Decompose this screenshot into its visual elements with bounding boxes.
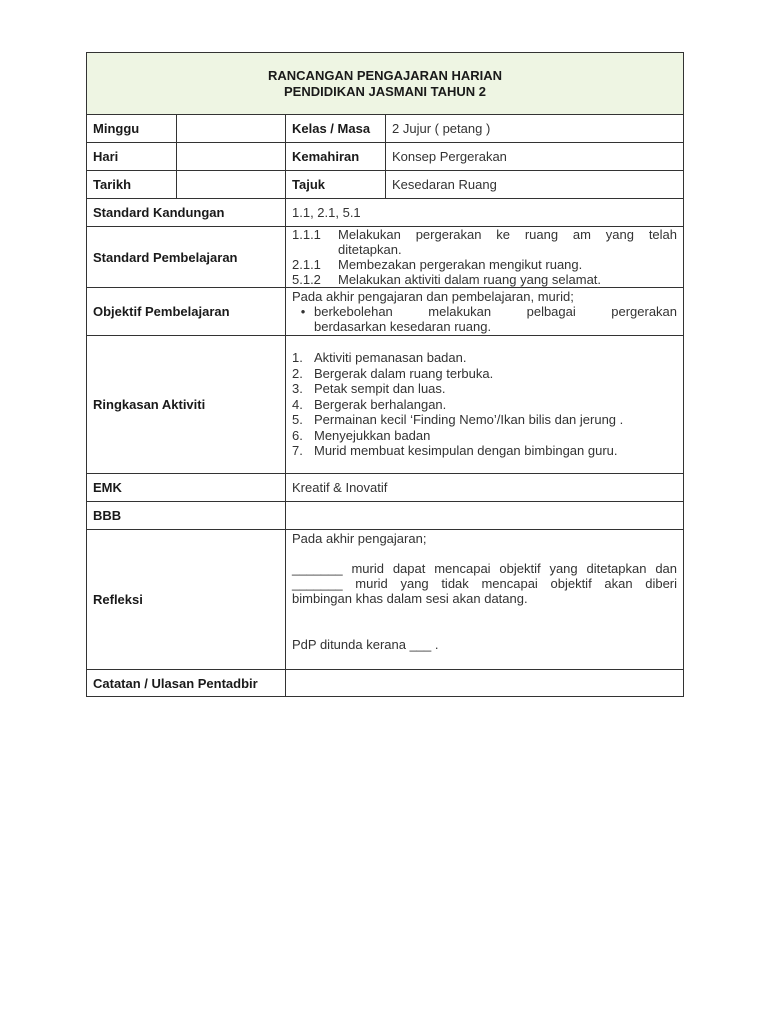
lesson-plan-table bbox=[86, 52, 684, 697]
sp-item-continuation: ditetapkan. bbox=[338, 242, 402, 257]
sp-item bbox=[292, 227, 677, 242]
kemahiran-value[interactable]: Konsep Pergerakan bbox=[386, 143, 684, 171]
catatan-value[interactable] bbox=[286, 670, 684, 697]
emk-label: EMK bbox=[87, 474, 286, 502]
sp-item-number: 1.1.1 bbox=[292, 227, 321, 242]
title-line-1: RANCANGAN PENGAJARAN HARIAN bbox=[268, 67, 503, 83]
objektif-bullet-line-2: berdasarkan kesedaran ruang. bbox=[314, 319, 492, 334]
title-line-2: PENDIDIKAN JASMANI TAHUN 2 bbox=[284, 83, 486, 99]
objektif-bullet-item bbox=[292, 304, 677, 334]
sp-item-text: Membezakan pergerakan mengikut ruang. bbox=[338, 257, 583, 272]
minggu-label: Minggu bbox=[87, 115, 177, 143]
tarikh-value[interactable] bbox=[177, 171, 286, 199]
tarikh-label: Tarikh bbox=[87, 171, 177, 199]
sp-item-number: 5.1.2 bbox=[292, 272, 321, 287]
standard-kandungan-value[interactable]: 1.1, 2.1, 5.1 bbox=[286, 199, 684, 227]
sp-item-number: 2.1.1 bbox=[292, 257, 321, 272]
objektif-value[interactable] bbox=[286, 288, 684, 336]
sp-item bbox=[292, 272, 677, 287]
list-item: 3. Petak sempit dan luas. bbox=[292, 381, 446, 397]
activity-list bbox=[292, 350, 677, 459]
bullet-icon: • bbox=[300, 304, 306, 319]
sp-item bbox=[292, 257, 677, 272]
objektif-label: Objektif Pembelajaran bbox=[87, 288, 286, 336]
kelas-label: Kelas / Masa bbox=[286, 115, 386, 143]
kelas-value[interactable]: 2 Jujur ( petang ) bbox=[386, 115, 684, 143]
hari-value[interactable] bbox=[177, 143, 286, 171]
sp-item-text: Melakukan pergerakan ke ruang am yang telah bbox=[338, 227, 678, 242]
sp-item-text: Melakukan aktiviti dalam ruang yang selamat. bbox=[338, 272, 602, 287]
emk-value[interactable]: Kreatif & Inovatif bbox=[286, 474, 684, 502]
catatan-label: Catatan / Ulasan Pentadbir bbox=[87, 670, 286, 697]
list-item: 2. Bergerak dalam ruang terbuka. bbox=[292, 365, 494, 381]
refleksi-intro: Pada akhir pengajaran; bbox=[292, 531, 427, 546]
tajuk-label: Tajuk bbox=[286, 171, 386, 199]
standard-pembelajaran-label: Standard Pembelajaran bbox=[87, 227, 286, 288]
tajuk-value[interactable]: Kesedaran Ruang bbox=[386, 171, 684, 199]
bbb-value[interactable] bbox=[286, 502, 684, 530]
refleksi-line-1: _______ murid dapat mencapai objektif yang ditetapkan dan bbox=[292, 561, 678, 576]
refleksi-line-3: bimbingan khas dalam sesi akan datang. bbox=[292, 591, 528, 606]
title-cell bbox=[87, 53, 684, 115]
objektif-intro: Pada akhir pengajaran dan pembelajaran, murid; bbox=[292, 289, 574, 304]
kemahiran-label: Kemahiran bbox=[286, 143, 386, 171]
list-item: 5. Permainan kecil ‘Finding Nemo’/Ikan bilis dan jerung . bbox=[292, 412, 624, 428]
standard-pembelajaran-value[interactable] bbox=[286, 227, 684, 288]
hari-label: Hari bbox=[87, 143, 177, 171]
list-item: 1. Aktiviti pemanasan badan. bbox=[292, 350, 467, 366]
refleksi-pdp-ditunda: PdP ditunda kerana ___ . bbox=[292, 637, 439, 652]
ringkasan-aktiviti-label: Ringkasan Aktiviti bbox=[87, 336, 286, 474]
objektif-bullet-line-1: berkebolehan melakukan pelbagai pergerakan bbox=[314, 304, 678, 319]
list-item: 4. Bergerak berhalangan. bbox=[292, 396, 447, 412]
list-item: 6. Menyejukkan badan bbox=[292, 427, 431, 443]
refleksi-value[interactable] bbox=[286, 530, 684, 670]
list-item: 7. Murid membuat kesimpulan dengan bimbingan guru. bbox=[292, 443, 618, 459]
refleksi-line-2: _______ murid yang tidak mencapai objektif akan diberi bbox=[292, 576, 678, 591]
refleksi-label: Refleksi bbox=[87, 530, 286, 670]
bbb-label: BBB bbox=[87, 502, 286, 530]
minggu-value[interactable] bbox=[177, 115, 286, 143]
standard-kandungan-label: Standard Kandungan bbox=[87, 199, 286, 227]
ringkasan-aktiviti-value[interactable] bbox=[286, 336, 684, 474]
